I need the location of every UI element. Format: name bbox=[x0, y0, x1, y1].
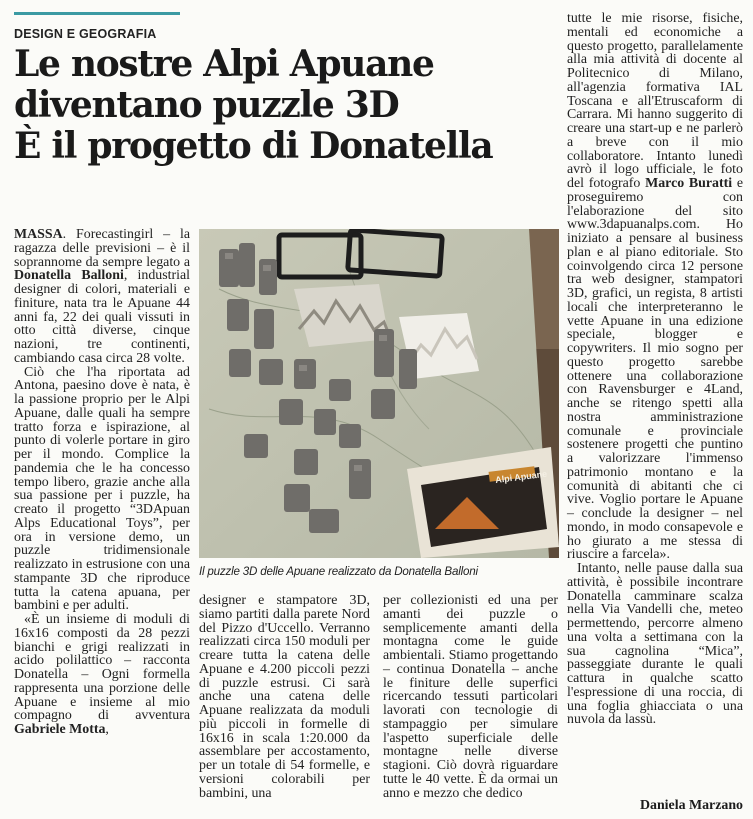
headline-line-1: Le nostre Alpi Apuane bbox=[14, 43, 434, 85]
book-title: Alpi Apuane bbox=[494, 468, 548, 486]
puzzle-photo-illustration bbox=[199, 229, 559, 558]
paragraph: MASSA. Forecastingirl – la ragazza delle previsioni – è il soprannome da sempre legato a Donatella Balloni, industrial designer di colori, materiali e finiture, nata tra le Apuane 44 anni fa, 22 dei quali vissuti in otto città diverse, cinque nazioni, tre continenti, cambiando casa circa 28 volte. bbox=[14, 227, 190, 366]
headline-line-2: diventano puzzle 3D bbox=[14, 84, 399, 126]
paragraph: «È un insieme di moduli di 16x16 composti da 28 pezzi bianchi e grigi realizzati in acido polilattico – racconta Donatella – Ogni formella rappresenta una porzione delle Apuane e insieme al mio compagno di avventura Gabriele Motta, bbox=[14, 612, 190, 737]
paragraph: Ciò che l'ha riportata ad Antona, paesino dove è nata, è la passione proprio per le Alpi Apuane, dalle quali ha sempre tratto forza e ispirazione, al punto di volerle portare in giro per il mondo. Complice la pandemia che le ha concesso tempo libero, grazie anche alla sua passione per i puzzle, ha creato il progetto “3DApuan Alps Educational Toys”, per ora in versione demo, un puzzle tridimensionale realizzato in estrusione con una stampante 3D che riproduce tutta la catena apuana, per bambini e per adulti. bbox=[14, 364, 190, 614]
person-name: Marco Buratti bbox=[645, 176, 733, 191]
section-rule bbox=[14, 12, 180, 15]
paragraph: Intanto, nelle pause dalla sua attività, è possibile incontrare Donatella camminare scalza nella Via Vandelli che, meteo permettendo, percorre almeno una volta a settimana con la sua cagnolina “Mica”, passeggiate durante le quali cattura in qualche scatto l'espressione di una roccia, di una foglia ghiacciata o una nuvola da lassù. bbox=[567, 561, 743, 728]
photo-caption: Il puzzle 3D delle Apuane realizzato da Donatella Balloni bbox=[199, 565, 478, 578]
paragraph: tutte le mie risorse, fisiche, mentali ed economiche a questo progetto, parallelamente alla mia attività di docente al Politecnico di Milano, all'agenzia formativa IAL Toscana e all'Etruscaform di Carrara. Mi hanno suggerito di creare una start-up e ne parlerò a breve con il mio collaboratore. Intanto lunedì avrò il logo ufficiale, le foto del fotografo Marco Buratti e proseguiremo con l'elaborazione del sito www.3dapuanalps.com. Ho iniziato a pensare al business plan e al piano editoriale. Sto coinvolgendo circa 12 persone tra web designer, stampatori 3D, grafici, un regista, 8 artisti locali che interpreteranno le vette Apuane in una edizione speciale, blogger e copywriters. Il mio sogno per questo progetto sarebbe ottenere una collaborazione con Ravensburger e 4Land, anche se ritengo spetti alla nostra amministrazione comunale e provinciale sostenere progetti che puntino a valorizzare l'immenso patrimonio montano e la comunità di abitanti che ci vive. Voglio portare le Apuane – conclude la designer – nel mondo, in modo consapevole e ho giurato a me stessa di riuscire a farcela». bbox=[567, 11, 743, 563]
author-signature: Daniela Marzano bbox=[639, 798, 743, 813]
paragraph: designer e stampatore 3D, siamo partiti dalla parete Nord del Pizzo d'Uccello. Verranno realizzati circa 150 moduli per creare tutta la catena delle Apuane e 4.200 piccoli pezzi di puzzle estrusi. Ci sarà anche una catena delle Apuane realizzata da moduli più piccoli in formelle di 16x16 in scala 1:20.000 da assemblare per accostamento, per un totale di 54 formelle, e versioni colorabili per bambini, una bbox=[199, 593, 370, 801]
article-column-1 bbox=[14, 228, 190, 737]
headline-line-3: È il progetto di Donatella bbox=[14, 125, 493, 167]
paragraph: per collezionisti ed una per amanti dei puzzle o semplicemente amanti della montagna come le guide ambientali. Stiamo progettando – continua Donatella – anche le finiture delle superfici ricercando tessuti particolari lavorati con tecnologie di stampaggio per simulare l'aspetto superficiale delle montagne nelle diverse stagioni. Ciò dovrà riguardare tutte le 40 vette. È da ormai un anno e mezzo che dedico bbox=[383, 593, 558, 801]
person-name: Donatella Balloni bbox=[14, 268, 124, 284]
article-column-3 bbox=[383, 594, 558, 800]
article-photo bbox=[199, 229, 559, 558]
dateline: MASSA bbox=[14, 227, 63, 242]
section-label: DESIGN E GEOGRAFIA bbox=[14, 27, 157, 41]
person-name: Gabriele Motta bbox=[14, 722, 106, 737]
article-column-4 bbox=[567, 12, 743, 727]
article-column-2 bbox=[199, 594, 370, 800]
headline bbox=[14, 44, 574, 167]
